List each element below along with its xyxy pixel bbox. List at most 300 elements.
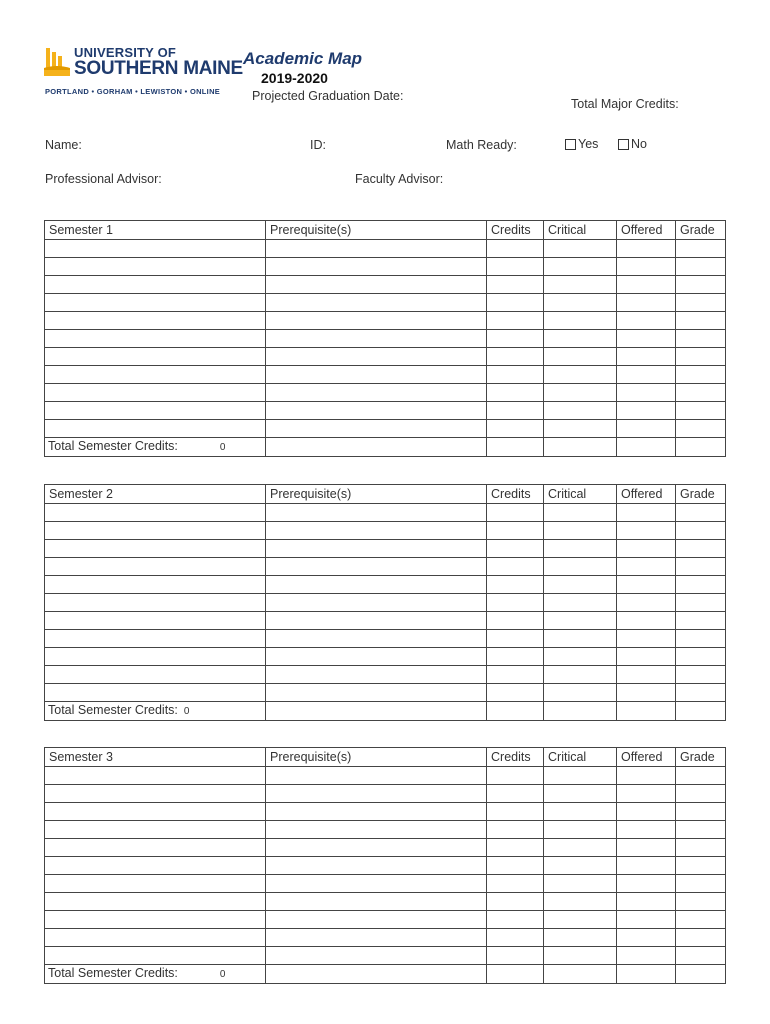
table-row [45, 803, 726, 821]
offered-cell[interactable] [617, 893, 676, 911]
offered-cell[interactable] [617, 348, 676, 366]
grade-cell[interactable] [676, 540, 726, 558]
total-row-cell[interactable] [487, 702, 544, 721]
credits-cell[interactable] [487, 803, 544, 821]
grade-cell[interactable] [676, 839, 726, 857]
id-label: ID: [310, 138, 326, 152]
faculty-advisor-label: Faculty Advisor: [355, 172, 444, 186]
offered-cell[interactable] [617, 558, 676, 576]
page-title: Academic Map [243, 49, 363, 68]
table-row [45, 540, 726, 558]
grade-cell[interactable] [676, 875, 726, 893]
grade-cell[interactable] [676, 384, 726, 402]
critical-cell[interactable] [544, 594, 617, 612]
total-row-cell[interactable] [266, 702, 487, 721]
prerequisite-cell[interactable] [266, 684, 487, 702]
critical-cell[interactable] [544, 258, 617, 276]
table-row [45, 276, 726, 294]
prerequisite-cell[interactable] [266, 348, 487, 366]
prerequisite-cell[interactable] [266, 420, 487, 438]
offered-cell[interactable] [617, 594, 676, 612]
credits-cell[interactable] [487, 821, 544, 839]
credits-header: Credits [487, 748, 544, 767]
offered-cell[interactable] [617, 276, 676, 294]
table-row [45, 366, 726, 384]
professional-advisor-label: Professional Advisor: [45, 172, 162, 186]
table-row [45, 630, 726, 648]
critical-header: Critical [544, 748, 617, 767]
critical-header: Critical [544, 485, 617, 504]
math-ready-label: Math Ready: [446, 138, 517, 152]
grade-header: Grade [676, 221, 726, 240]
offered-cell[interactable] [617, 612, 676, 630]
no-checkbox[interactable] [618, 139, 629, 150]
prerequisite-cell[interactable] [266, 911, 487, 929]
semester-3-table [44, 747, 726, 984]
credits-cell[interactable] [487, 294, 544, 312]
total-major-credits-label: Total Major Credits: [571, 97, 679, 111]
credits-cell[interactable] [487, 366, 544, 384]
total-row-cell[interactable] [544, 965, 617, 984]
prerequisite-cell[interactable] [266, 630, 487, 648]
total-semester-credits-label: Total Semester Credits: [48, 703, 178, 717]
offered-cell[interactable] [617, 648, 676, 666]
total-row-cell[interactable] [266, 965, 487, 984]
critical-cell[interactable] [544, 630, 617, 648]
prerequisite-cell[interactable] [266, 366, 487, 384]
grade-cell[interactable] [676, 630, 726, 648]
critical-cell[interactable] [544, 785, 617, 803]
total-semester-credits-value: 0 [183, 706, 190, 717]
critical-header: Critical [544, 221, 617, 240]
offered-cell[interactable] [617, 522, 676, 540]
academic-year: 2019-2020 [261, 70, 328, 86]
grade-cell[interactable] [676, 929, 726, 947]
prerequisite-cell[interactable] [266, 893, 487, 911]
grade-cell[interactable] [676, 594, 726, 612]
critical-cell[interactable] [544, 857, 617, 875]
course-cell[interactable] [45, 911, 266, 929]
critical-cell[interactable] [544, 330, 617, 348]
offered-cell[interactable] [617, 330, 676, 348]
offered-cell[interactable] [617, 666, 676, 684]
name-label: Name: [45, 138, 82, 152]
math-ready-no-option[interactable] [618, 137, 647, 151]
prerequisite-cell[interactable] [266, 821, 487, 839]
credits-cell[interactable] [487, 522, 544, 540]
critical-cell[interactable] [544, 821, 617, 839]
credits-cell[interactable] [487, 857, 544, 875]
offered-cell[interactable] [617, 767, 676, 785]
grade-cell[interactable] [676, 684, 726, 702]
offered-cell[interactable] [617, 929, 676, 947]
total-semester-credits-cell [45, 965, 266, 984]
table-row [45, 839, 726, 857]
grade-cell[interactable] [676, 947, 726, 965]
offered-cell[interactable] [617, 803, 676, 821]
course-cell[interactable] [45, 630, 266, 648]
grade-cell[interactable] [676, 821, 726, 839]
credits-cell[interactable] [487, 684, 544, 702]
total-row-cell[interactable] [617, 438, 676, 457]
critical-cell[interactable] [544, 558, 617, 576]
course-cell[interactable] [45, 666, 266, 684]
offered-header: Offered [617, 748, 676, 767]
grade-header: Grade [676, 485, 726, 504]
prerequisite-cell[interactable] [266, 402, 487, 420]
course-cell[interactable] [45, 947, 266, 965]
total-row-cell[interactable] [676, 965, 726, 984]
table-row [45, 594, 726, 612]
credits-cell[interactable] [487, 384, 544, 402]
offered-cell[interactable] [617, 875, 676, 893]
grade-cell[interactable] [676, 558, 726, 576]
prerequisite-cell[interactable] [266, 875, 487, 893]
credits-cell[interactable] [487, 276, 544, 294]
critical-cell[interactable] [544, 522, 617, 540]
offered-cell[interactable] [617, 785, 676, 803]
no-label: No [631, 137, 647, 151]
credits-cell[interactable] [487, 630, 544, 648]
credits-cell[interactable] [487, 312, 544, 330]
course-cell[interactable] [45, 929, 266, 947]
credits-cell[interactable] [487, 767, 544, 785]
semester-1-table [44, 220, 726, 457]
table-header-row [45, 748, 726, 767]
grade-cell[interactable] [676, 276, 726, 294]
credits-cell[interactable] [487, 875, 544, 893]
total-row-cell[interactable] [544, 702, 617, 721]
prerequisite-cell[interactable] [266, 258, 487, 276]
prerequisite-cell[interactable] [266, 540, 487, 558]
offered-cell[interactable] [617, 576, 676, 594]
grade-cell[interactable] [676, 648, 726, 666]
prerequisite-cell[interactable] [266, 803, 487, 821]
course-cell[interactable] [45, 857, 266, 875]
course-cell[interactable] [45, 648, 266, 666]
prerequisite-cell[interactable] [266, 594, 487, 612]
table-row [45, 420, 726, 438]
critical-cell[interactable] [544, 612, 617, 630]
critical-cell[interactable] [544, 839, 617, 857]
total-row [45, 965, 726, 984]
prerequisite-cell[interactable] [266, 576, 487, 594]
course-cell[interactable] [45, 348, 266, 366]
logo-southern-maine: SOUTHERN MAINE [74, 58, 243, 79]
grade-cell[interactable] [676, 893, 726, 911]
table-row [45, 384, 726, 402]
prerequisite-cell[interactable] [266, 294, 487, 312]
critical-cell[interactable] [544, 929, 617, 947]
offered-cell[interactable] [617, 540, 676, 558]
course-cell[interactable] [45, 839, 266, 857]
offered-header: Offered [617, 485, 676, 504]
offered-header: Offered [617, 221, 676, 240]
prerequisite-cell[interactable] [266, 558, 487, 576]
grade-cell[interactable] [676, 420, 726, 438]
table-row [45, 947, 726, 965]
critical-cell[interactable] [544, 911, 617, 929]
credits-cell[interactable] [487, 348, 544, 366]
offered-cell[interactable] [617, 821, 676, 839]
table-row [45, 785, 726, 803]
prerequisite-cell[interactable] [266, 276, 487, 294]
course-cell[interactable] [45, 821, 266, 839]
grade-cell[interactable] [676, 366, 726, 384]
critical-cell[interactable] [544, 366, 617, 384]
credits-cell[interactable] [487, 420, 544, 438]
logo-campuses: PORTLAND • GORHAM • LEWISTON • ONLINE [45, 87, 221, 96]
course-cell[interactable] [45, 330, 266, 348]
yes-checkbox[interactable] [565, 139, 576, 150]
table-row [45, 330, 726, 348]
credits-cell[interactable] [487, 911, 544, 929]
prerequisites-header: Prerequisite(s) [266, 485, 487, 504]
grade-cell[interactable] [676, 857, 726, 875]
table-row [45, 294, 726, 312]
credits-cell[interactable] [487, 240, 544, 258]
table-row [45, 402, 726, 420]
course-cell[interactable] [45, 294, 266, 312]
offered-cell[interactable] [617, 384, 676, 402]
grade-cell[interactable] [676, 803, 726, 821]
grade-cell[interactable] [676, 240, 726, 258]
critical-cell[interactable] [544, 893, 617, 911]
course-cell[interactable] [45, 893, 266, 911]
table-header-row [45, 221, 726, 240]
course-cell[interactable] [45, 258, 266, 276]
prerequisites-header: Prerequisite(s) [266, 748, 487, 767]
credits-cell[interactable] [487, 893, 544, 911]
credits-header: Credits [487, 221, 544, 240]
offered-cell[interactable] [617, 684, 676, 702]
total-row-cell[interactable] [487, 965, 544, 984]
critical-cell[interactable] [544, 402, 617, 420]
grade-cell[interactable] [676, 504, 726, 522]
table-row [45, 240, 726, 258]
credits-cell[interactable] [487, 330, 544, 348]
course-cell[interactable] [45, 240, 266, 258]
total-row-cell[interactable] [266, 438, 487, 457]
critical-cell[interactable] [544, 803, 617, 821]
total-semester-credits-label: Total Semester Credits: [48, 966, 178, 980]
table-row [45, 821, 726, 839]
total-row-cell[interactable] [676, 702, 726, 721]
offered-cell[interactable] [617, 420, 676, 438]
grade-cell[interactable] [676, 258, 726, 276]
table-row [45, 875, 726, 893]
offered-cell[interactable] [617, 839, 676, 857]
table-row [45, 348, 726, 366]
critical-cell[interactable] [544, 348, 617, 366]
course-cell[interactable] [45, 594, 266, 612]
credits-cell[interactable] [487, 540, 544, 558]
prerequisite-cell[interactable] [266, 648, 487, 666]
credits-cell[interactable] [487, 839, 544, 857]
course-cell[interactable] [45, 312, 266, 330]
course-cell[interactable] [45, 576, 266, 594]
table-row [45, 857, 726, 875]
course-cell[interactable] [45, 684, 266, 702]
course-cell[interactable] [45, 785, 266, 803]
course-cell[interactable] [45, 384, 266, 402]
semester-2-table [44, 484, 726, 721]
credits-cell[interactable] [487, 576, 544, 594]
course-cell[interactable] [45, 504, 266, 522]
credits-cell[interactable] [487, 612, 544, 630]
total-semester-credits-label: Total Semester Credits: [48, 439, 178, 453]
critical-cell[interactable] [544, 767, 617, 785]
logo-university-of: UNIVERSITY OF [74, 45, 177, 60]
critical-cell[interactable] [544, 294, 617, 312]
offered-cell[interactable] [617, 630, 676, 648]
grade-cell[interactable] [676, 312, 726, 330]
total-row-cell[interactable] [487, 438, 544, 457]
course-cell[interactable] [45, 420, 266, 438]
course-cell[interactable] [45, 558, 266, 576]
offered-cell[interactable] [617, 911, 676, 929]
grade-header: Grade [676, 748, 726, 767]
prerequisites-header: Prerequisite(s) [266, 221, 487, 240]
critical-cell[interactable] [544, 384, 617, 402]
offered-cell[interactable] [617, 857, 676, 875]
offered-cell[interactable] [617, 947, 676, 965]
credits-cell[interactable] [487, 947, 544, 965]
prerequisite-cell[interactable] [266, 312, 487, 330]
prerequisite-cell[interactable] [266, 330, 487, 348]
offered-cell[interactable] [617, 504, 676, 522]
table-header-row [45, 485, 726, 504]
critical-cell[interactable] [544, 576, 617, 594]
grade-cell[interactable] [676, 767, 726, 785]
prerequisite-cell[interactable] [266, 240, 487, 258]
critical-cell[interactable] [544, 947, 617, 965]
grade-cell[interactable] [676, 330, 726, 348]
course-cell[interactable] [45, 612, 266, 630]
prerequisite-cell[interactable] [266, 522, 487, 540]
table-row [45, 893, 726, 911]
prerequisite-cell[interactable] [266, 857, 487, 875]
grade-cell[interactable] [676, 522, 726, 540]
critical-cell[interactable] [544, 504, 617, 522]
credits-cell[interactable] [487, 648, 544, 666]
projected-graduation-label: Projected Graduation Date: [252, 89, 404, 103]
credits-cell[interactable] [487, 558, 544, 576]
course-cell[interactable] [45, 522, 266, 540]
table-row [45, 666, 726, 684]
prerequisite-cell[interactable] [266, 666, 487, 684]
course-cell[interactable] [45, 402, 266, 420]
grade-cell[interactable] [676, 348, 726, 366]
prerequisite-cell[interactable] [266, 839, 487, 857]
table-row [45, 258, 726, 276]
usm-logo-icon [44, 46, 70, 78]
course-cell[interactable] [45, 276, 266, 294]
credits-cell[interactable] [487, 929, 544, 947]
critical-cell[interactable] [544, 666, 617, 684]
table-row [45, 612, 726, 630]
offered-cell[interactable] [617, 258, 676, 276]
course-cell[interactable] [45, 540, 266, 558]
grade-cell[interactable] [676, 612, 726, 630]
table-row [45, 911, 726, 929]
table-row [45, 504, 726, 522]
credits-cell[interactable] [487, 258, 544, 276]
prerequisite-cell[interactable] [266, 504, 487, 522]
critical-cell[interactable] [544, 540, 617, 558]
offered-cell[interactable] [617, 312, 676, 330]
total-row-cell[interactable] [617, 702, 676, 721]
offered-cell[interactable] [617, 402, 676, 420]
table-row [45, 648, 726, 666]
semester-label: Semester 3 [45, 748, 266, 767]
grade-cell[interactable] [676, 911, 726, 929]
prerequisite-cell[interactable] [266, 929, 487, 947]
offered-cell[interactable] [617, 294, 676, 312]
total-semester-credits-cell [45, 702, 266, 721]
prerequisite-cell[interactable] [266, 767, 487, 785]
critical-cell[interactable] [544, 276, 617, 294]
total-semester-credits-value: 0 [219, 442, 226, 453]
prerequisite-cell[interactable] [266, 612, 487, 630]
course-cell[interactable] [45, 366, 266, 384]
total-row-cell[interactable] [544, 438, 617, 457]
semester-label: Semester 1 [45, 221, 266, 240]
total-row [45, 702, 726, 721]
critical-cell[interactable] [544, 312, 617, 330]
total-row [45, 438, 726, 457]
table-row [45, 767, 726, 785]
critical-cell[interactable] [544, 420, 617, 438]
semester-label: Semester 2 [45, 485, 266, 504]
offered-cell[interactable] [617, 240, 676, 258]
credits-header: Credits [487, 485, 544, 504]
credits-cell[interactable] [487, 594, 544, 612]
table-row [45, 684, 726, 702]
course-cell[interactable] [45, 875, 266, 893]
prerequisite-cell[interactable] [266, 384, 487, 402]
credits-cell[interactable] [487, 504, 544, 522]
critical-cell[interactable] [544, 684, 617, 702]
critical-cell[interactable] [544, 648, 617, 666]
prerequisite-cell[interactable] [266, 947, 487, 965]
critical-cell[interactable] [544, 240, 617, 258]
table-row [45, 558, 726, 576]
credits-cell[interactable] [487, 785, 544, 803]
grade-cell[interactable] [676, 785, 726, 803]
prerequisite-cell[interactable] [266, 785, 487, 803]
course-cell[interactable] [45, 767, 266, 785]
table-row [45, 522, 726, 540]
total-semester-credits-cell [45, 438, 266, 457]
credits-cell[interactable] [487, 666, 544, 684]
table-row [45, 312, 726, 330]
yes-label: Yes [578, 137, 599, 151]
grade-cell[interactable] [676, 294, 726, 312]
table-row [45, 929, 726, 947]
total-row-cell[interactable] [676, 438, 726, 457]
course-cell[interactable] [45, 803, 266, 821]
grade-cell[interactable] [676, 402, 726, 420]
credits-cell[interactable] [487, 402, 544, 420]
math-ready-yes-option[interactable] [565, 137, 598, 151]
critical-cell[interactable] [544, 875, 617, 893]
table-row [45, 576, 726, 594]
grade-cell[interactable] [676, 666, 726, 684]
offered-cell[interactable] [617, 366, 676, 384]
total-row-cell[interactable] [617, 965, 676, 984]
grade-cell[interactable] [676, 576, 726, 594]
